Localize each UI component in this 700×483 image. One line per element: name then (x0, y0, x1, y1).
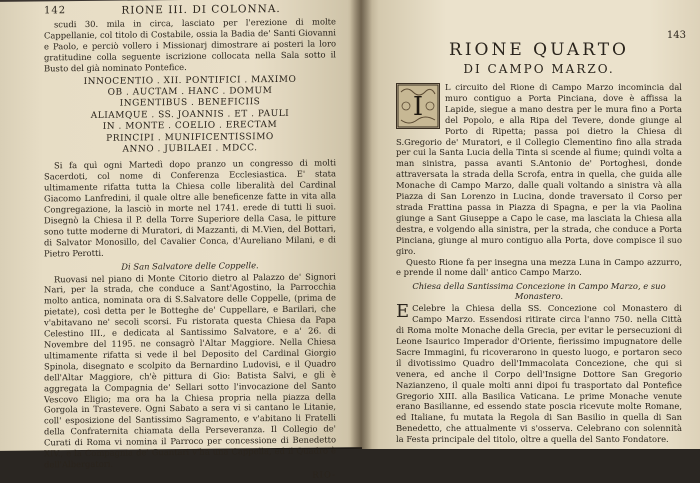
left-page-number: 142 (44, 5, 67, 17)
book-gutter (350, 0, 372, 449)
inscription (44, 74, 336, 157)
left-text-bottom: Ruovasi nel piano di Monte Citorio dietro al Palazzo de' Signori Nari, per la strada, che conduce a Sant'Agostino, la Parrocchia molto antica, nominata ora di S.Salvatore delle Coppelle, (prima de pietate), così detta per le Botteghe de' Cuppellare, e Barilari, che v'abitavano ne' secoli scorsi. Fu ristorata questa Chiesa da Papa Celestino III., e dedicata al Santissimo Salvatore, e a' 26. di Novembre del 1195. ne consagrò l'Altar Maggiore. Nella Chiesa ultimamente rifatta si vede il bel Deposito del Cardinal Giorgio Spinola, disegnato e scolpito da Bernardino Ludovisi, e il Quadro dell'Altar Maggiore, ch'è pittura di Gio: Batista Salvi, e gli è aggregata la Compagnia de' Sellari sotto l'invocazione del Santo Vescovo Eligio; ma ora ha la Chiesa propria nella piazza della Gorgola in Trastevere. Ogni Sabato a sera vi si cantano le Litanie, coll' esposizione del Santissimo Sagramento, e v'abitano li Fratelli della Confraternita chiamata della Perseveranza. Il Collegio de' Curati di Roma vi nomina il Parroco per concessione di Benedetto XIV., e la Compagnia de' Guantari v'ha una Cappella, ed il Quadro è dell'Albergatori. (44, 270, 336, 470)
right-text-top-body: L circuito del Rione di Campo Marzo incomincia dal muro contiguo a Porta Pinciana, dove è affissa la Lapide, siegue a mano destra per le mura fino a Porta del Popolo, e alla Ripa del Tevere, donde giunge al Porto di Ripetta; passa poi dietro la Chiesa di S.Gregorio de' Muratori, e il Collegio Clementino fino alla strada per cui la Santa Lucia della Tinta si scende al fiume; quindi volta a man sinistra, passa avanti S.Antonio de' Portoghesi, donde attraversata la strada della Scrofa, entra in quella, che guida alle Monache di Campo Marzo, dalle quali voltando a sinistra và alla Piazza di San Lorenzo in Lucina, donde traversato il Corso per strada Frattina passa in Piazza di Spagna, e per la via Paolina giunge a Sant Giuseppe a Capo le case, ma lasciata la Chiesa alla destra, e volgendo alla sinistra, per la strada, che conduce a Porta Pinciana, giunge al muro contiguo alla Porta, dove compisce il suo giro. (396, 82, 682, 256)
inscription-line: IN . MONTE . COELIO . ERECTAM (102, 120, 278, 132)
right-text-mid: Questo Rione fa per insegna una mezza Luna in Campo azzurro, e prende il nome dall' antico Campo Marzo. (396, 256, 682, 278)
left-running-title: RIONE III. DI COLONNA. (121, 2, 281, 17)
svg-text:I: I (412, 92, 424, 122)
drop-cap-ornament-icon (397, 84, 439, 128)
right-page (362, 0, 700, 449)
left-text-mid: Si fa quì ogni Martedì dopo pranzo un congresso di molti Sacerdoti, col nome di Conferenza Ecclesiastica. E' stata ultimamente rifatta tutta la Chiesa colle liberalità del Cardinal Giacomo Lanfredini, il quale oltre alle beneficenze fatte in vita alla Congregazione, la lasciò in morte nel 1741. erede di tutti li suoi. Disegnò la Chiesa il P. della Torre Superiore della Casa, le pitture sono tutte moderne di Muratori, di Mazzanti, di M.Vien, del Bottari, di Salvator Monosillo, del Cavalier Conca, d'Aureliano Milani, e di Pietro Perotti. (44, 157, 336, 259)
right-text-bottom-body: Celebre la Chiesa della SS. Concezione col Monastero di Campo Marzo. Essendosi ritirate circa l'anno 750. nella Città di Roma molte Monache della Grecia, per evitar le persecuzioni di Leone Isaurico Imperador d'Oriente, fierissimo impugnatore delle Sacre Immagini, fu ricoverarono in questo luogo, e portaron seco il divotissimo Quadro dell'Immacolata Concezione, che qui si venera, ed anche il Corpo dell'Insigne Dottore San Gregorio Nazianzeno, il quale molti anni dipoi fu trasportato dal Pontefice Gregorio XIII. alla Basilica Vaticana. Le prime Monache venute erano Basilianne, ed essendo state poscia ricevute molte Romane, ed Italiane, fu mutata la Regola di San Basilio in quella di San Benedetto, che attualmente vi s'osserva. Celebrano con solennità la Festa principale del titolo, oltre a quella del Santo Fondatore. (396, 303, 682, 445)
left-running-head (44, 2, 336, 17)
inscription-line: ANNO . JUBILAEI . MDCC. (122, 143, 258, 155)
small-initial: E (396, 301, 410, 323)
chapter-title: RIONE QUARTO (449, 40, 629, 60)
catchword: RIO- (312, 469, 336, 480)
inscription-line: OB . AUCTAM . HANC . DOMUM (107, 85, 273, 98)
right-text-top (396, 82, 682, 278)
right-section-heading: Chiesa della Santissima Concezione in Campo Marzo, e suo Monastero. (412, 281, 666, 302)
inscription-line: INGENTIBUS . BENEFICIIS (119, 97, 261, 109)
ornamental-drop-cap (396, 83, 440, 129)
left-text-top: scudi 30. mila in circa, lasciato per l'erezione di molte Cappellanie, col titolo di Costabile, ossia la Badia de' Santi Giovanni e Paolo, e perciò vollero i Missionarj dimostrare ai posteri la loro gratitudine colla seguente iscrizione collocata nella Sala sotto il Busto del già nominato Pontefice. (44, 16, 336, 74)
chapter-subtitle: DI CAMPO MARZO. (463, 62, 615, 76)
inscription-line: INNOCENTIO . XII. PONTIFICI . MAXIMO (83, 74, 297, 87)
right-page-number: 143 (666, 30, 686, 41)
left-section-heading: Di San Salvatore delle Coppelle. (121, 259, 259, 272)
inscription-line: PRINCIPI . MUNIFICENTISSIMO (106, 131, 274, 144)
right-text-bottom (396, 303, 682, 445)
inscription-line: ALIAMQUE . SS. JOANNIS . ET . PAULI (90, 108, 290, 121)
